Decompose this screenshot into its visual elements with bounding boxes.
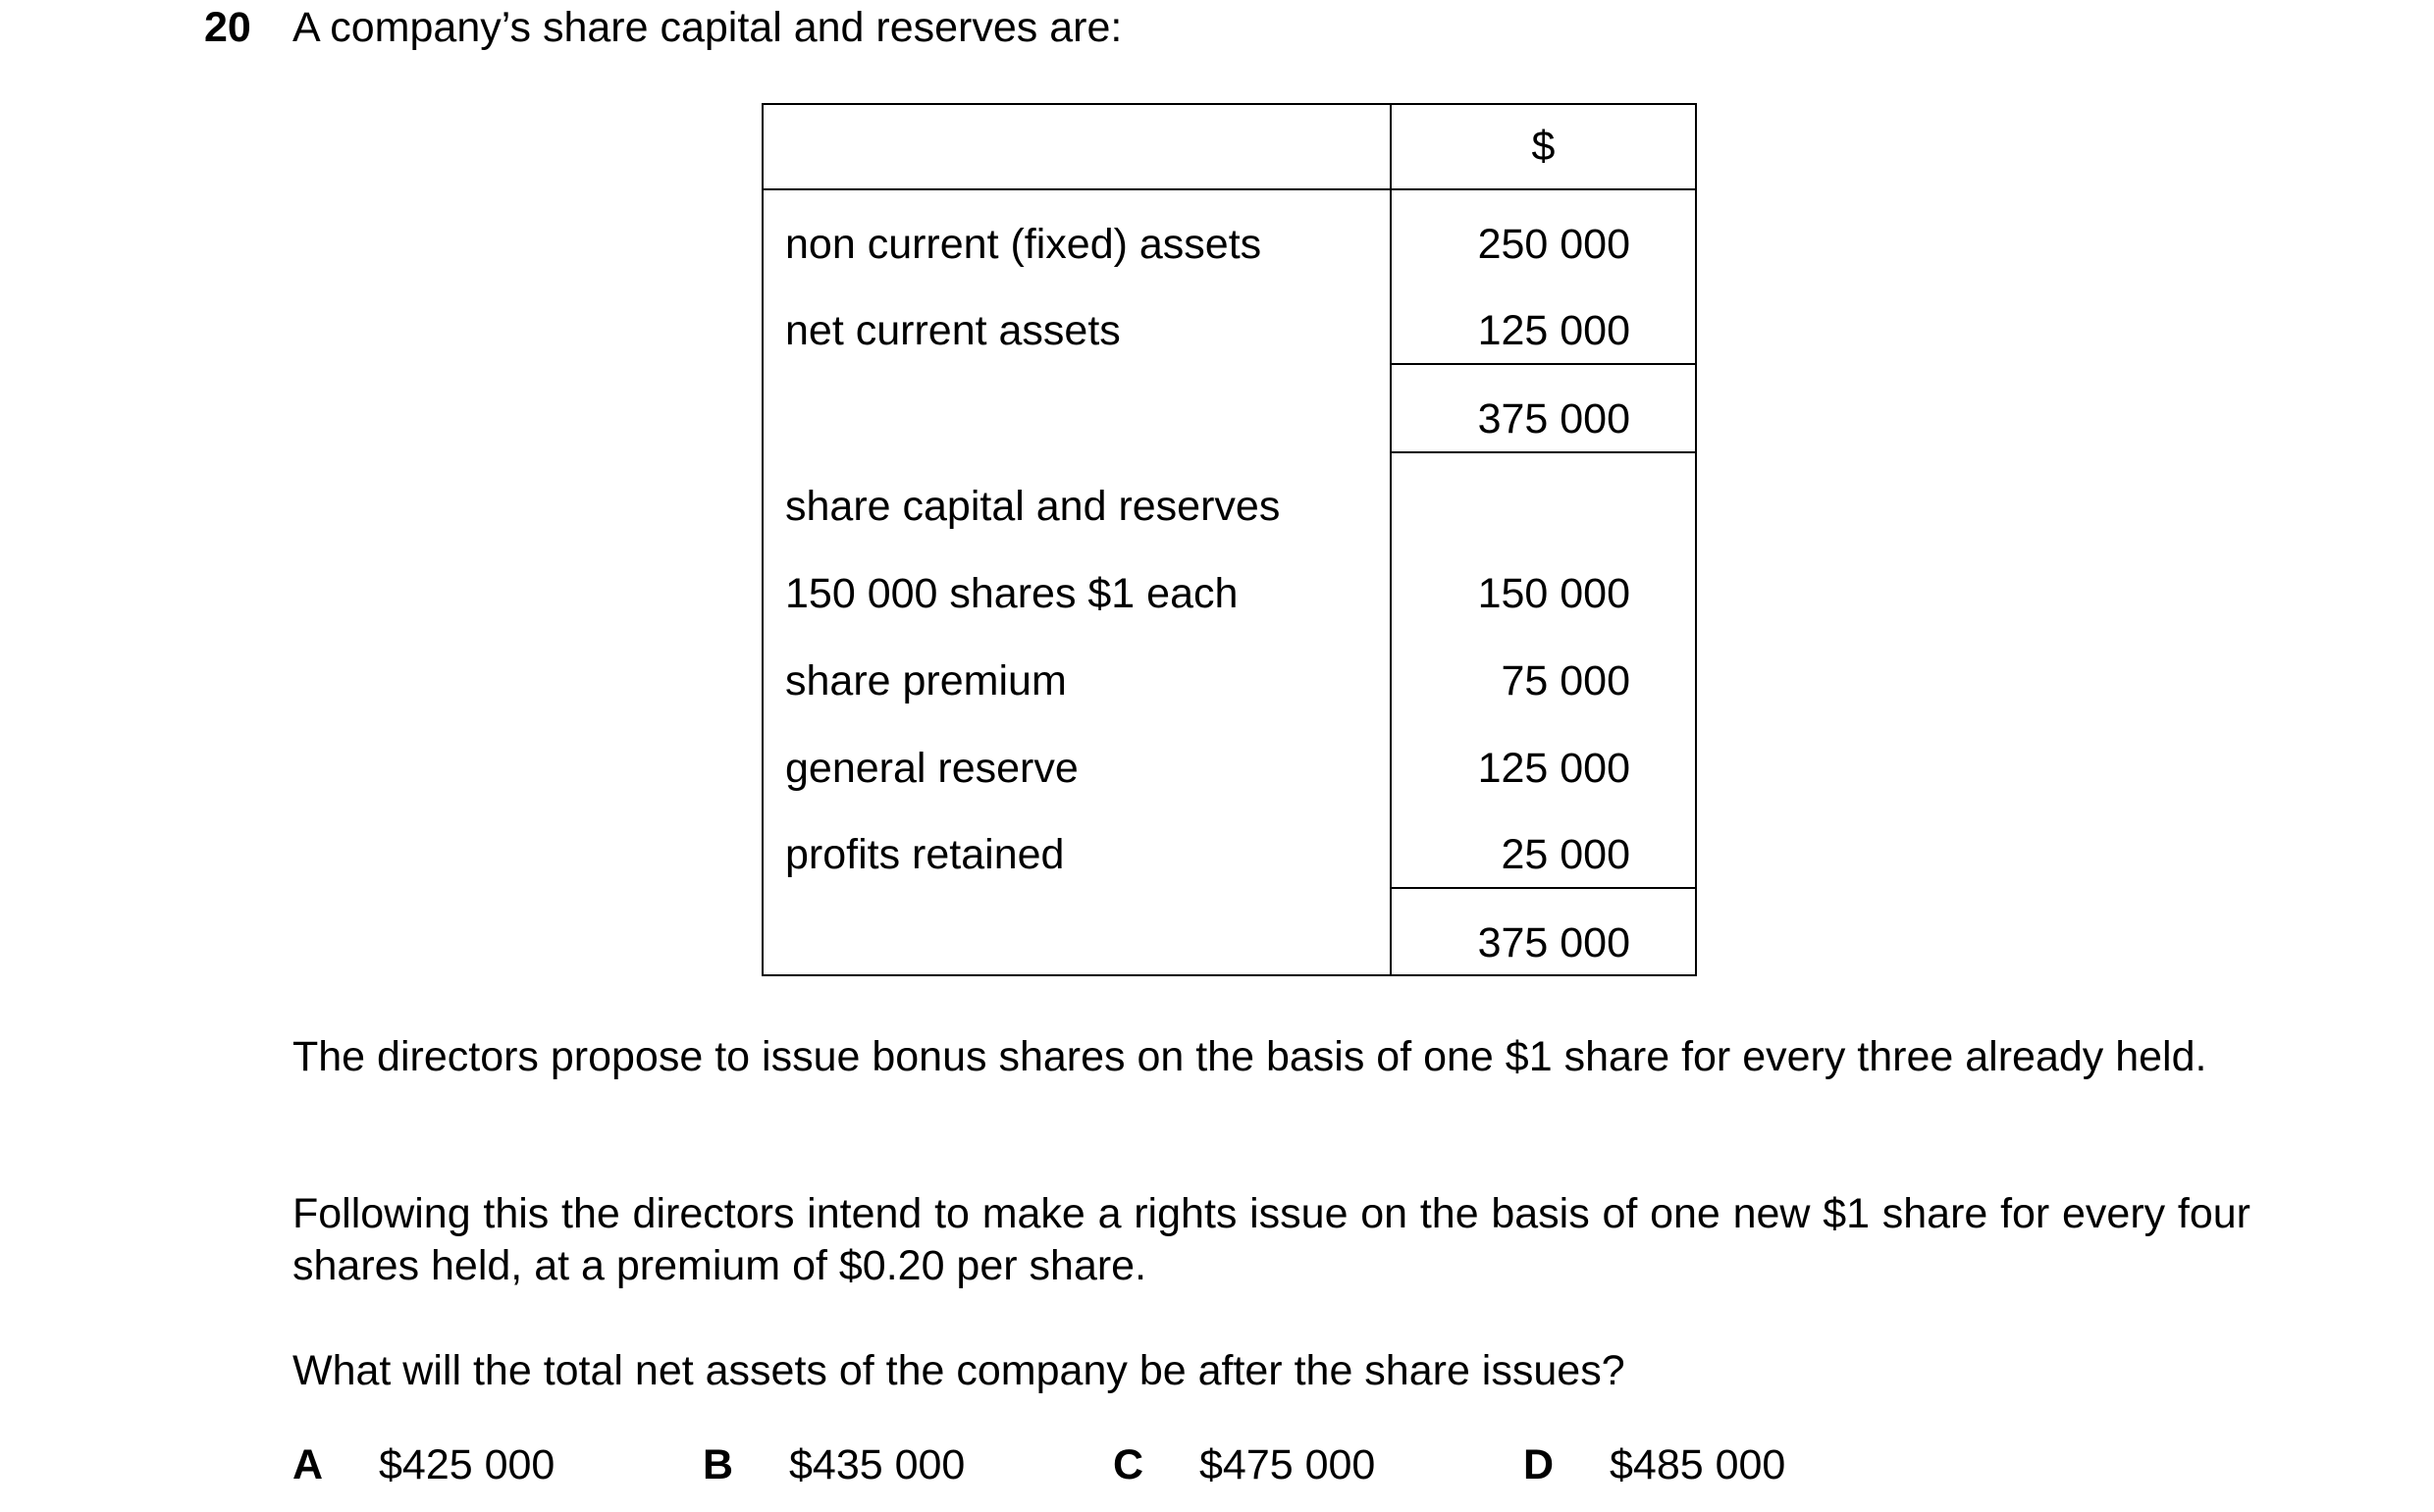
option-a-letter: A [292, 1441, 324, 1488]
balance-sheet-table [762, 103, 1697, 976]
option-c-value: $475 000 [1199, 1441, 1376, 1488]
row-label-share-capital-heading: share capital and reserves [785, 483, 1281, 530]
row-amount-profits-retained: 25 000 [1501, 831, 1630, 878]
row-amount-capital-total: 375 000 [1477, 919, 1630, 966]
question-number: 20 [204, 4, 251, 51]
total-rule [1390, 887, 1695, 889]
row-label-general-reserve: general reserve [785, 745, 1079, 792]
row-amount-net-assets-total: 375 000 [1477, 395, 1630, 443]
option-a-value: $425 000 [379, 1441, 556, 1488]
currency-header: $ [1531, 123, 1556, 170]
row-label-ordinary-shares: 150 000 shares $1 each [785, 570, 1239, 617]
row-amount-net-current-assets: 125 000 [1477, 307, 1630, 354]
rights-issue-paragraph: Following this the directors intend to make a rights issue on the basis of one new $1 share for every four shares held, at a premium of $0.20 per share. [292, 1190, 2250, 1289]
row-amount-ordinary-shares: 150 000 [1477, 570, 1630, 617]
row-amount-share-premium: 75 000 [1501, 657, 1630, 704]
subtotal-rule-bottom [1390, 451, 1695, 453]
row-label-profits-retained: profits retained [785, 831, 1065, 878]
option-d-letter: D [1523, 1441, 1555, 1488]
option-b-letter: B [703, 1441, 734, 1488]
row-label-non-current-assets: non current (fixed) assets [785, 221, 1262, 268]
question-prompt: What will the total net assets of the company be after the share issues? [292, 1347, 1625, 1394]
option-d-value: $485 000 [1610, 1441, 1786, 1488]
option-b-value: $435 000 [789, 1441, 966, 1488]
row-label-net-current-assets: net current assets [785, 307, 1121, 354]
row-amount-non-current-assets: 250 000 [1477, 221, 1630, 268]
column-divider [1390, 105, 1392, 974]
bonus-issue-paragraph: The directors propose to issue bonus shares on the basis of one $1 share for every three already held. [292, 1033, 2207, 1080]
row-label-share-premium: share premium [785, 657, 1067, 704]
header-divider [764, 188, 1695, 190]
option-c-letter: C [1113, 1441, 1144, 1488]
subtotal-rule-top [1390, 363, 1695, 365]
row-amount-general-reserve: 125 000 [1477, 745, 1630, 792]
question-stem: A company’s share capital and reserves are: [292, 4, 1123, 51]
